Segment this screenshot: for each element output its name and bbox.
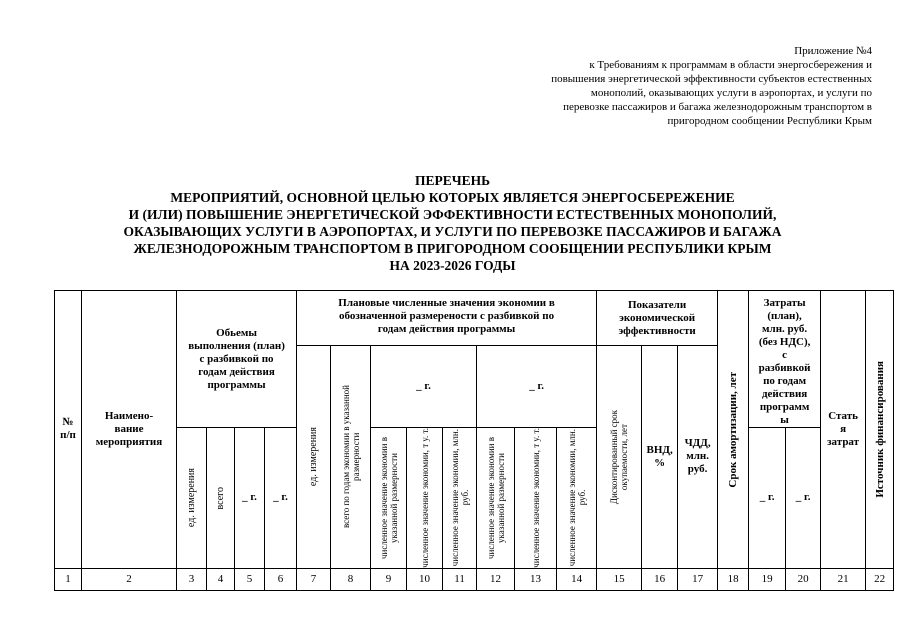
header-num: № п/п — [55, 291, 82, 569]
column-number: 14 — [557, 568, 597, 590]
header-cost-article: Стать я затрат — [821, 291, 866, 569]
column-number: 18 — [718, 568, 749, 590]
title-line: МЕРОПРИЯТИЙ, ОСНОВНОЙ ЦЕЛЬЮ КОТОРЫХ ЯВЛЯЕТСЯ ЭНЕРГОСБЕРЕЖЕНИЕ — [170, 190, 735, 205]
header-planned-savings: Плановые численные значения экономии в обозначенной размерености с разбивкой по годам действия программы — [297, 291, 597, 346]
column-number: 19 — [749, 568, 786, 590]
document-title — [60, 172, 845, 274]
header-c11 — [443, 428, 477, 569]
column-number: 15 — [597, 568, 642, 590]
column-number: 16 — [642, 568, 678, 590]
header-costs: Затраты (план), млн. руб. (без НДС), с разбивкой по годам действия программ ы — [749, 291, 821, 428]
column-number: 3 — [177, 568, 207, 590]
header-cost-year2: _ г. — [786, 428, 821, 569]
header-npv: ЧДД, млн. руб. — [678, 346, 718, 569]
header-year-a: _ г. — [371, 346, 477, 428]
header-c14-text: численное значение экономии, млн. руб. — [566, 429, 587, 567]
column-number: 9 — [371, 568, 407, 590]
column-number: 7 — [297, 568, 331, 590]
column-number: 4 — [207, 568, 235, 590]
measures-table — [54, 290, 894, 591]
header-funding-source — [866, 291, 894, 569]
title-line: ОКАЗЫВАЮЩИХ УСЛУГИ В АЭРОПОРТАХ, И УСЛУГИ ПО ПЕРЕВОЗКЕ ПАССАЖИРОВ И БАГАЖА — [123, 224, 782, 239]
title-line: И (ИЛИ) ПОВЫШЕНИЕ ЭНЕРГЕТИЧЕСКОЙ ЭФФЕКТИВНОСТИ ЕСТЕСТВЕННЫХ МОНОПОЛИЙ, — [128, 207, 777, 222]
header-total-savings-text: всего по годам экономии в указанной размерности — [340, 385, 361, 529]
column-number: 8 — [331, 568, 371, 590]
header-c12-text: численное значение экономии в указанной размерности — [485, 436, 506, 559]
appendix-line: монополий, оказывающих услуги в аэропортах, и услуги по — [590, 87, 872, 99]
header-c11-text: численное значение экономии, млн. руб. — [449, 429, 470, 567]
header-vol-unit — [177, 428, 207, 569]
column-number-row — [55, 568, 894, 590]
header-c9 — [371, 428, 407, 569]
header-c13-text: численное значение экономии, т у. т. — [530, 428, 541, 568]
header-efficiency-indicators: Показатели экономической эффективности — [597, 291, 718, 346]
column-number: 12 — [477, 568, 515, 590]
header-name: Наимено- вание мероприятия — [82, 291, 177, 569]
appendix-line: перевозке пассажиров и багажа железнодорожным транспортом в — [563, 101, 872, 113]
header-vol-unit-text: ед. измерения — [185, 468, 197, 528]
header-vol-year2: _ г. — [265, 428, 297, 569]
header-c12 — [477, 428, 515, 569]
column-number: 6 — [265, 568, 297, 590]
header-payback — [597, 346, 642, 569]
header-amortization-text: Срок амортизации, лет — [727, 371, 740, 488]
header-c10 — [407, 428, 443, 569]
header-irr: ВНД, % — [642, 346, 678, 569]
header-payback-text: Дисконтированный срок окупаемости, лет — [609, 409, 630, 504]
header-c14 — [557, 428, 597, 569]
column-number: 1 — [55, 568, 82, 590]
title-line: ЖЕЛЕЗНОДОРОЖНЫМ ТРАНСПОРТОМ В ПРИГОРОДНОМ СООБЩЕНИИ РЕСПУБЛИКИ КРЫМ — [133, 241, 772, 256]
appendix-line: повышения энергетической эффективности субъектов естественных — [551, 73, 872, 85]
header-volumes: Обьемы выполнения (план) с разбивкой по годам действия программы — [177, 291, 297, 428]
appendix-line: Приложение №4 — [794, 45, 872, 57]
column-number: 21 — [821, 568, 866, 590]
appendix-line: пригородном сообщении Республики Крым — [667, 115, 872, 127]
header-cost-year1: _ г. — [749, 428, 786, 569]
column-number: 20 — [786, 568, 821, 590]
column-number: 5 — [235, 568, 265, 590]
header-c13 — [515, 428, 557, 569]
header-c10-text: численное значение экономии, т у. т. — [419, 428, 430, 568]
appendix-note — [452, 44, 872, 128]
header-c9-text: численное значение экономии в указанной размерности — [378, 436, 399, 559]
column-number: 13 — [515, 568, 557, 590]
header-amortization — [718, 291, 749, 569]
header-year-b: _ г. — [477, 346, 597, 428]
header-unit — [297, 346, 331, 569]
title-line: ПЕРЕЧЕНЬ — [414, 173, 491, 188]
column-number: 17 — [678, 568, 718, 590]
header-total-savings — [331, 346, 371, 569]
appendix-line: к Требованиям к программам в области энергосбережения и — [589, 59, 872, 71]
column-number: 10 — [407, 568, 443, 590]
column-number: 22 — [866, 568, 894, 590]
header-funding-source-text: Источник финансирования — [873, 361, 886, 498]
column-number: 2 — [82, 568, 177, 590]
header-vol-total-text: всего — [214, 486, 226, 510]
header-vol-year1: _ г. — [235, 428, 265, 569]
column-number: 11 — [443, 568, 477, 590]
header-unit-text: ед. измерения — [307, 427, 319, 487]
title-line: НА 2023-2026 ГОДЫ — [389, 258, 516, 273]
header-vol-total — [207, 428, 235, 569]
